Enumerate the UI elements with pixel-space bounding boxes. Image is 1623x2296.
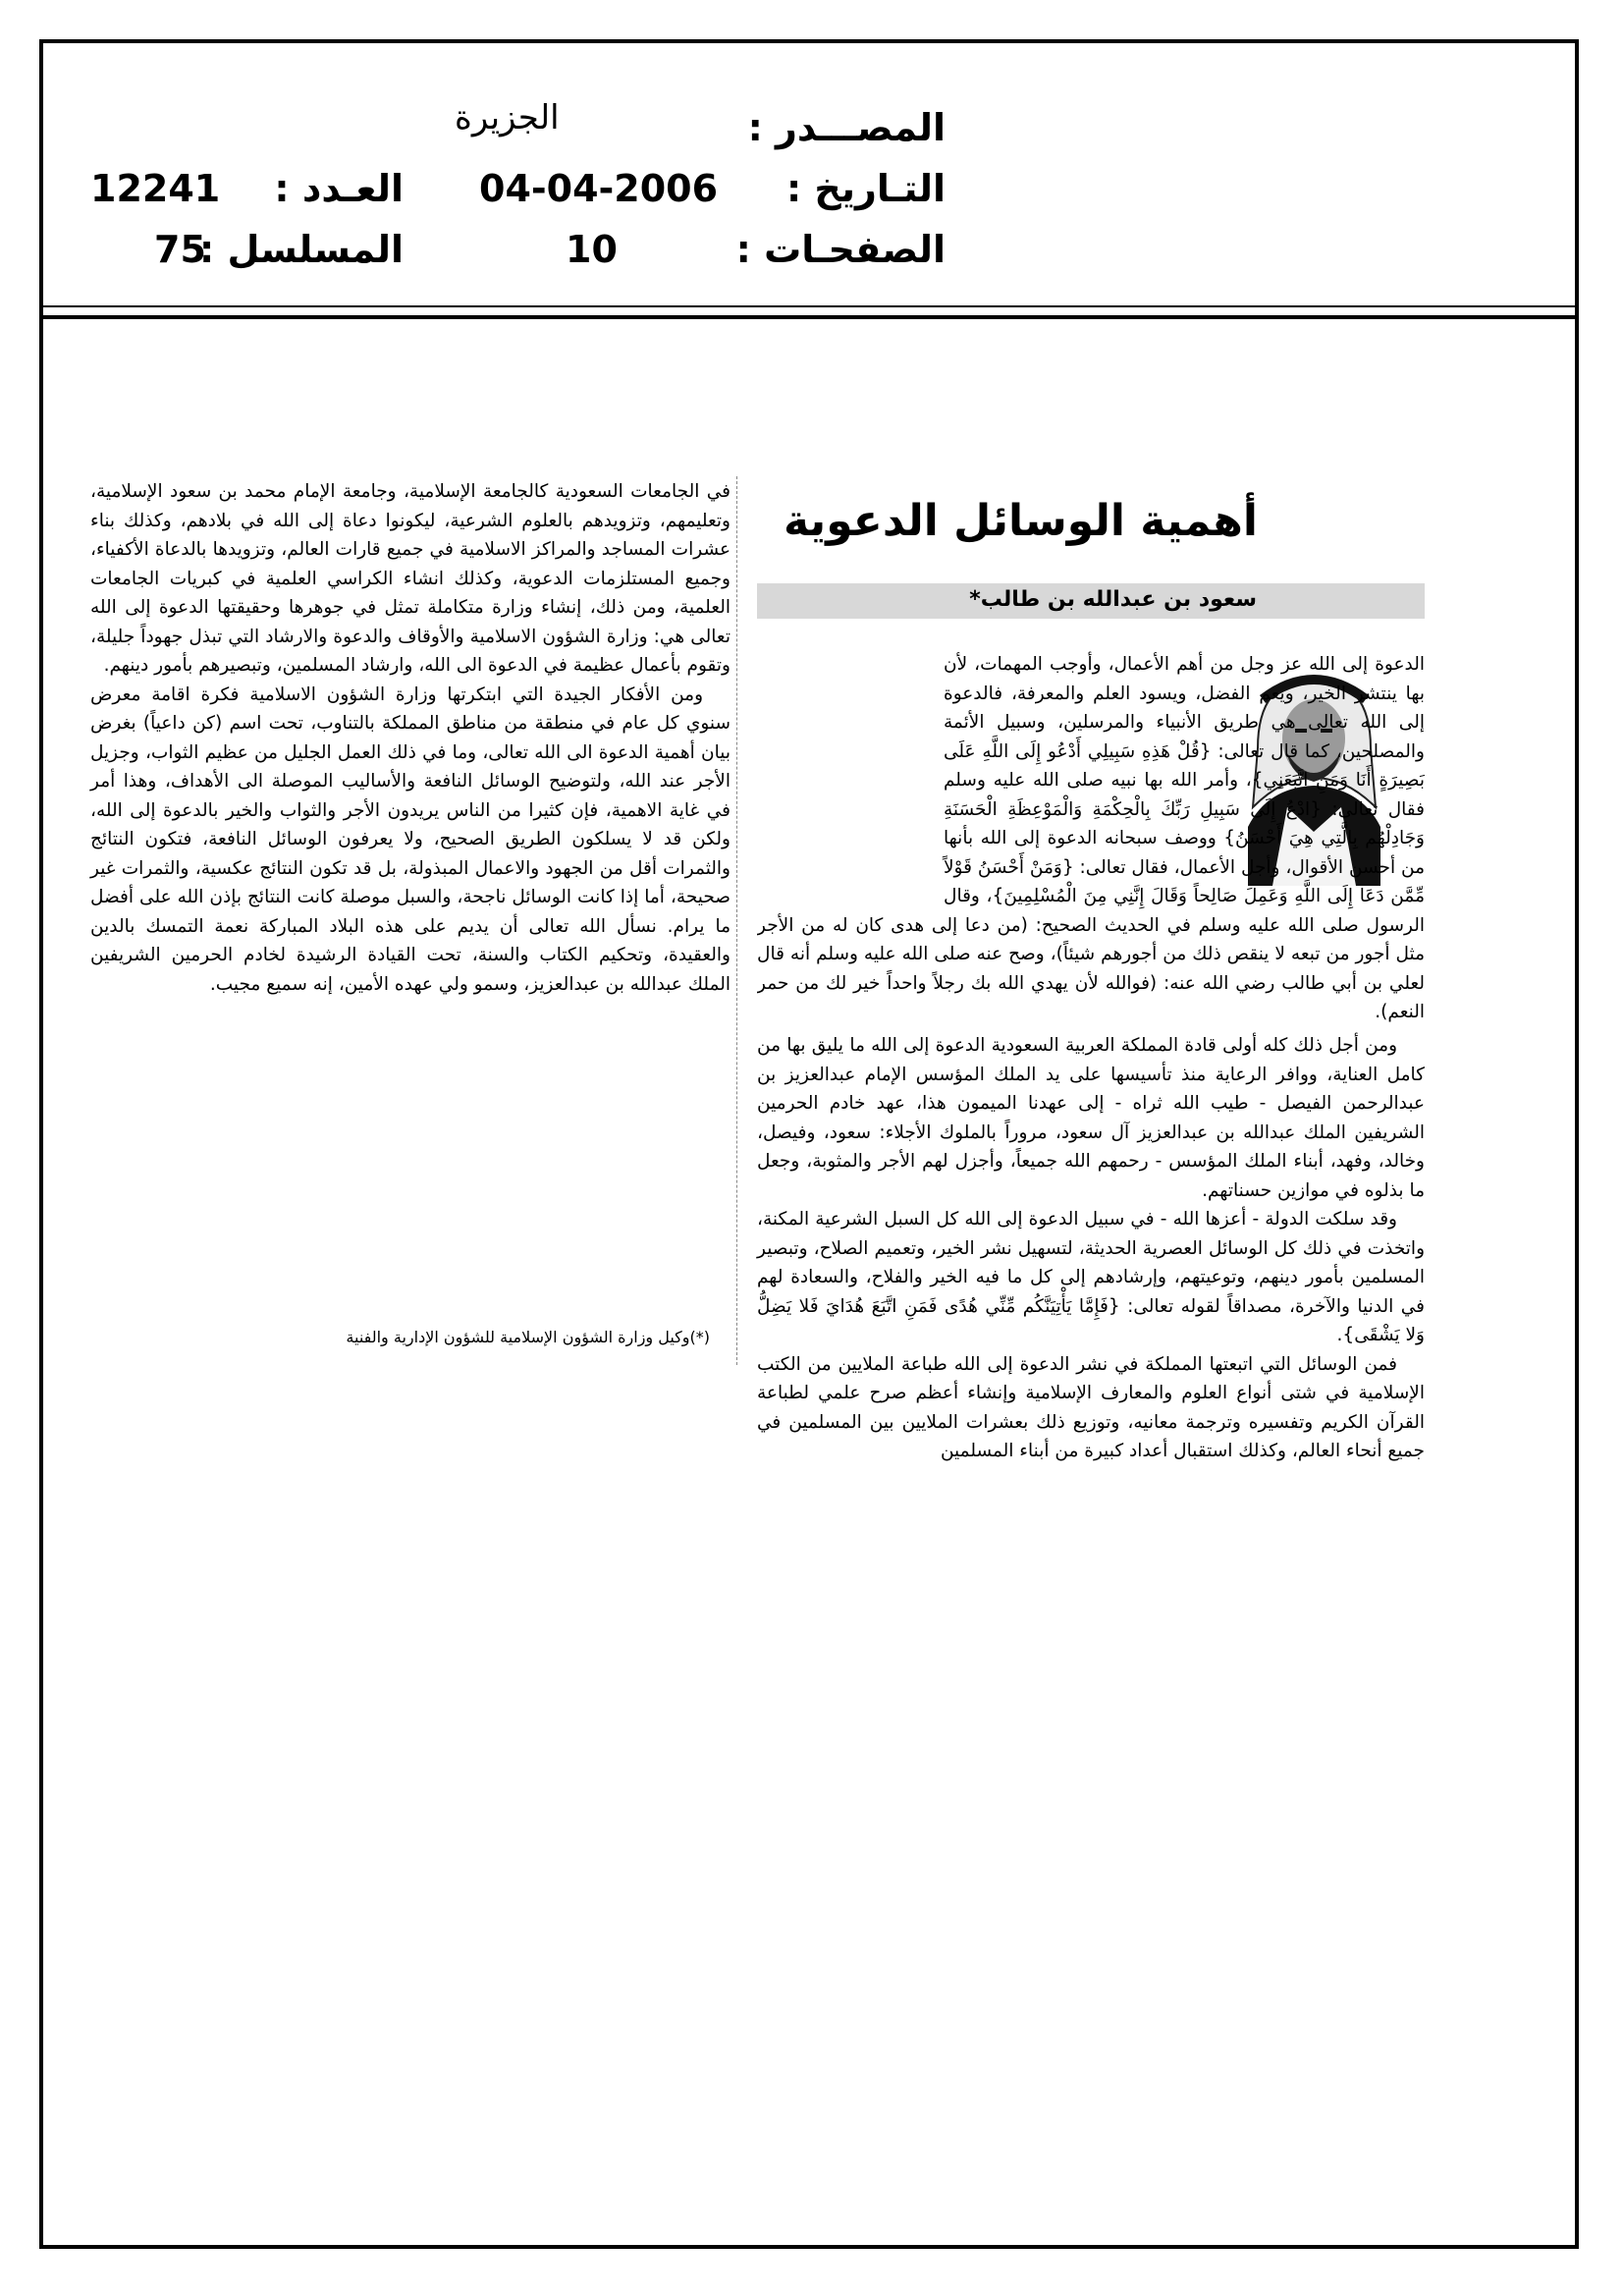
paragraph-4: فمن الوسائل التي اتبعتها المملكة في نشر الدعوة إلى الله طباعة الملايين من الكتب الإسلامية في شتى أنواع العلوم والمعارف الإسلامية وإنشاء أعظم صرح علمي لطباعة القرآن الكريم وتفسيره وترجمة معانيه، وتوزيع ذلك بعشرات الملايين بين المسلمين في جميع أنحاء العالم، وكذلك استقبال أعداد كبيرة من أبناء المسلمين: [757, 1353, 1425, 1461]
article-left-column: [90, 477, 730, 1341]
paragraph-6: ومن الأفكار الجيدة التي ابتكرتها وزارة الشؤون الاسلامية فكرة اقامة معرض سنوي كل عام في منطقة من مناطق المملكة بالتناوب، تحت اسم (كن داعياً) بغرض بيان أهمية الدعوة الى الله تعالى، وما في ذلك العمل الجليل من عظيم الثواب، وجزيل الأجر عند الله، ولتوضيح الوسائل النافعة والأساليب الموصلة الى الأهداف، وهذا أمر في غاية الاهمية، فإن كثيرا من الناس يريدون الأجر والثواب والخير بالدعوة إلى الله، ولكن قد لا يسلكون الطريق الصحيح، ولا يعرفون الوسائل النافعة، فتكون النتائج والثمرات أقل من الجهود والاعمال المبذولة، بل قد تكون النتائج عكسية، والثمرات غير صحيحة، أما إذا كانت الوسائل ناجحة، والسبل موصلة كانت النتائج بإذن الله على أفضل ما يرام. نسأل الله تعالى أن يديم على هذه البلاد المباركة نعمة التمسك بالدين والعقيدة، وتحكيم الكتاب والسنة، تحت القيادة الرشيدة لخادم الحرمين الشريفين الملك عبدالله بن عبدالعزيز، وسمو ولي عهده الأمين، إنه سميع مجيب.: [90, 683, 730, 995]
date-label: التـاريخ :: [785, 167, 946, 210]
author-footnote: (*)وكيل وزارة الشؤون الإسلامية للشؤون الإدارية والفنية: [346, 1328, 710, 1346]
pages-label: الصفحـات :: [735, 228, 946, 271]
issue-value: 12241: [90, 167, 221, 210]
serial-label: المسلسل :: [199, 228, 404, 271]
article-right-column-rest: [757, 1031, 1425, 1777]
issue-label: العـدد :: [274, 167, 404, 210]
paragraph-2: ومن أجل ذلك كله أولى قادة المملكة العربية السعودية الدعوة إلى الله ما يليق بها من كامل العناية، ووافر الرعاية منذ تأسيسها على يد الملك المؤسس الإمام عبدالعزيز بن عبدالرحمن الفيصل - طيب الله ثراه - إلى عهدنا الميمون هذا، عهد خادم الحرمين الشريفين الملك عبدالله بن عبدالعزيز آل سعود، مروراً بالملوك الأجلاء: سعود، وفيصل، وخالد، وفهد، أبناء الملك المؤسس - رحمهم الله جميعاً، وأجزل لهم الأجر والمثوبة، وجعل ما بذلوه في موازين حسناتهم.: [757, 1035, 1425, 1201]
serial-value: 75: [154, 228, 206, 271]
paragraph-5: في الجامعات السعودية كالجامعة الإسلامية، وجامعة الإمام محمد بن سعود الإسلامية، وتعليمهم، وتزويدهم بالعلوم الشرعية، ليكونوا دعاة إلى الله في بلادهم، وكذلك بناء عشرات المساجد والمراكز الاسلامية في جميع قارات العالم، وتزويدها بالدعاة الأكفياء، وجميع المستلزمات الدعوية، وكذلك انشاء الكراسي العلمية في كبريات الجامعات العلمية، ومن ذلك، إنشاء وزارة متكاملة تمثل في جوهرها وحقيقتها الدعوة إلى الله تعالى هي: وزارة الشؤون الاسلامية والأوقاف والدعوة والارشاد التي تبذل جهوداً جليلة، وتقوم بأعمال عظيمة في الدعوة الى الله، وارشاد المسلمين، وتبصيرهم بأمور دينهم.: [90, 481, 730, 676]
source-value: الجزيرة: [455, 98, 560, 137]
article-author: سعود بن عبدالله بن طالب*: [969, 587, 1257, 612]
article-title: أهمية الوسائل الدعوية: [783, 496, 1258, 546]
column-separator: [736, 476, 737, 1365]
pages-value: 10: [566, 228, 618, 271]
source-label: المصـــدر :: [747, 106, 946, 149]
paragraph-3: وقد سلكت الدولة - أعزها الله - في سبيل الدعوة إلى الله كل السبل الشرعية المكنة، واتخذت في ذلك كل الوسائل العصرية الحديثة، لتسهيل نشر الخير، وتعميم الصلاح، وتبصير المسلمين بأمور دينهم، وتوعيتهم، وإرشادهم إلى كل ما فيه الخير والفلاح، والسعادة لهم في الدنيا والآخرة، مصداقاً لقوله تعالى: {فَإِمَّا يَأْتِيَنَّكُم مِّنِّي هُدًى فَمَنِ اتَّبَعَ هُدَايَ فَلا يَضِلُّ وَلا يَشْقَى}.: [757, 1209, 1425, 1345]
date-value: 04-04-2006: [479, 167, 719, 210]
paragraph-1: الدعوة إلى الله عز وجل من أهم الأعمال، وأوجب المهمات، لأن بها ينتشر الخير، ويعم الفضل، ويسود العلم والمعرفة، فالدعوة إلى الله تعالى هي طريق الأنبياء والمرسلين، وسبيل الأئمة والمصلحين، كما قال تعالى: {قُلْ هَذِهِ سَبِيلِي أَدْعُو إِلَى اللَّهِ عَلَى بَصِيرَةٍ أَنَا وَمَنِ اتَّبَعَنِي}، وأمر الله بها نبيه صلى الله عليه وسلم فقال تعالى: {ادْعُ إِلَى سَبِيلِ رَبِّكَ بِالْحِكْمَةِ وَالْمَوْعِظَةِ الْحَسَنَةِ وَجَادِلْهُم بِالَّتِي هِيَ أَحْسَنُ} ووصف سبحانه الدعوة إلى الله بأنها من أحسن الأقوال، وأجل الأعمال، فقال تعالى: {وَمَنْ أَحْسَنُ قَوْلاً مِّمَّن دَعَا إِلَى اللَّهِ وَعَمِلَ صَالِحاً وَقَالَ إِنَّنِي مِنَ الْمُسْلِمِينَ}، وقال الرسول صلى الله عليه وسلم في الحديث الصحيح: (من دعا إلى هدى كان له من الأجر مثل أجور من تبعه لا ينقص ذلك من أجورهم شيئاً)، وصح عنه صلى الله عليه وسلم أنه قال لعلي بن أبي طالب رضي الله عنه: (فوالله لأن يهدي الله بك رجلاً واحداً خير لك من حمر النعم).: [757, 654, 1425, 1022]
photo-wrap-spacer: [757, 650, 944, 896]
